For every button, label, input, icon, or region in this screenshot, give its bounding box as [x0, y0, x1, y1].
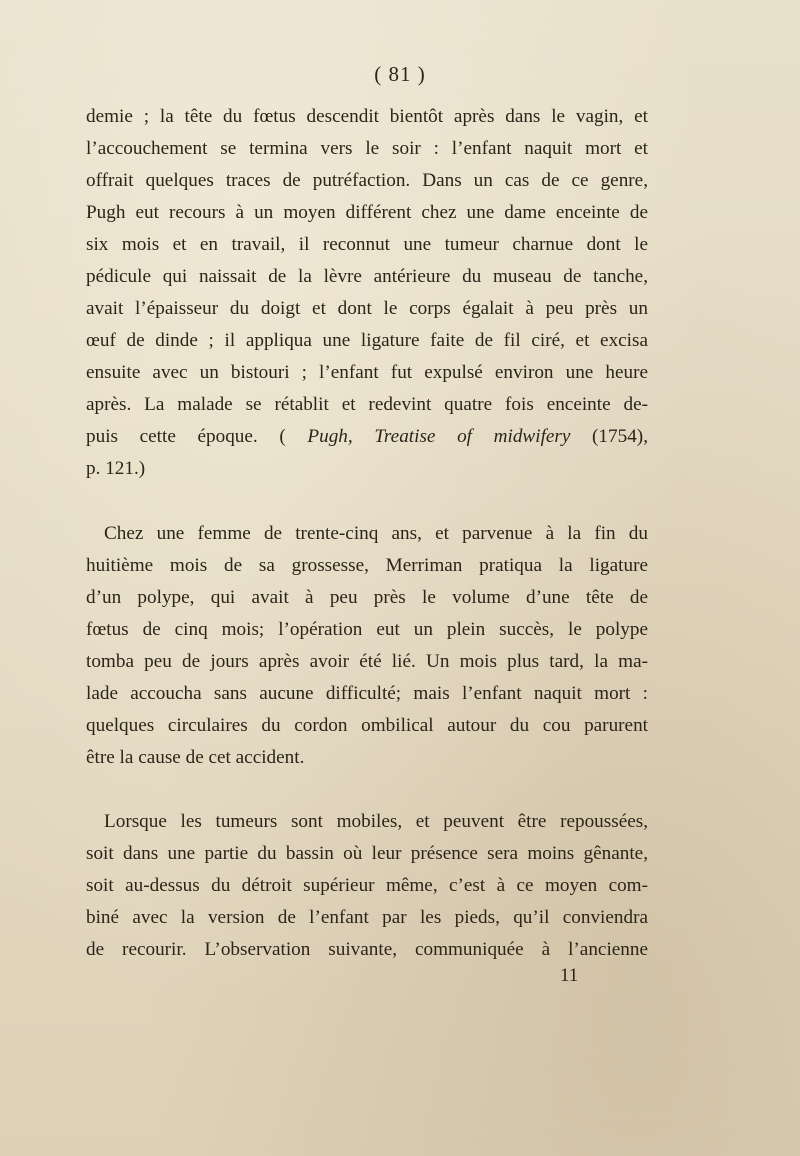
text-line: œuf de dinde ; il appliqua une ligature faite de fil ciré, et excisa: [86, 330, 648, 351]
text-line: quelques circulaires du cordon ombilical autour du cou parurent: [86, 715, 648, 736]
text-line: six mois et en travail, il reconnut une tumeur charnue dont le: [86, 234, 648, 255]
text-line: l’accouchement se termina vers le soir : l’enfant naquit mort et: [86, 138, 648, 159]
signature-mark: 11: [560, 965, 579, 986]
text-line: tomba peu de jours après avoir été lié. Un mois plus tard, la ma-: [86, 651, 648, 672]
text-line: huitième mois de sa grossesse, Merriman pratiqua la ligature: [86, 555, 648, 576]
text-line: de recourir. L’observation suivante, communiquée à l’ancienne: [86, 939, 648, 960]
paragraph-1: [86, 101, 648, 485]
text-line: ensuite avec un bistouri ; l’enfant fut expulsé environ une heure: [86, 362, 648, 383]
text-line: d’un polype, qui avait à peu près le volume d’une tête de: [86, 587, 648, 608]
text-line: Pugh eut recours à un moyen différent chez une dame enceinte de: [86, 202, 648, 223]
text-line: après. La malade se rétablit et redevint quatre fois enceinte de-: [86, 394, 648, 415]
text-line: fœtus de cinq mois; l’opération eut un plein succès, le polype: [86, 619, 648, 640]
text-line: Lorsque les tumeurs sont mobiles, et peuvent être repoussées,: [104, 811, 648, 832]
text-line: être la cause de cet accident.: [86, 747, 305, 768]
text-line: pédicule qui naissait de la lèvre antérieure du museau de tanche,: [86, 266, 648, 287]
text-line: soit dans une partie du bassin où leur présence sera moins gênante,: [86, 843, 648, 864]
page-number: ( 81 ): [374, 62, 426, 86]
text-line: biné avec la version de l’enfant par les pieds, qu’il conviendra: [86, 907, 648, 928]
text-line: soit au-dessus du détroit supérieur même, c’est à ce moyen com-: [86, 875, 648, 896]
text-line: Chez une femme de trente-cinq ans, et parvenue à la fin du: [104, 523, 648, 544]
text-line: p. 121.): [86, 458, 146, 479]
text-line: demie ; la tête du fœtus descendit bientôt après dans le vagin, et: [86, 106, 648, 127]
paragraph-3: [86, 806, 648, 966]
text-line-citation: puis cette époque. ( Pugh, Treatise of midwifery (1754),: [86, 426, 648, 447]
paragraph-2: [86, 518, 648, 774]
text-line: avait l’épaisseur du doigt et dont le corps égalait à peu près un: [86, 298, 648, 319]
text-line: lade accoucha sans aucune difficulté; mais l’enfant naquit mort :: [86, 683, 648, 704]
text-line: offrait quelques traces de putréfaction. Dans un cas de ce genre,: [86, 170, 648, 191]
